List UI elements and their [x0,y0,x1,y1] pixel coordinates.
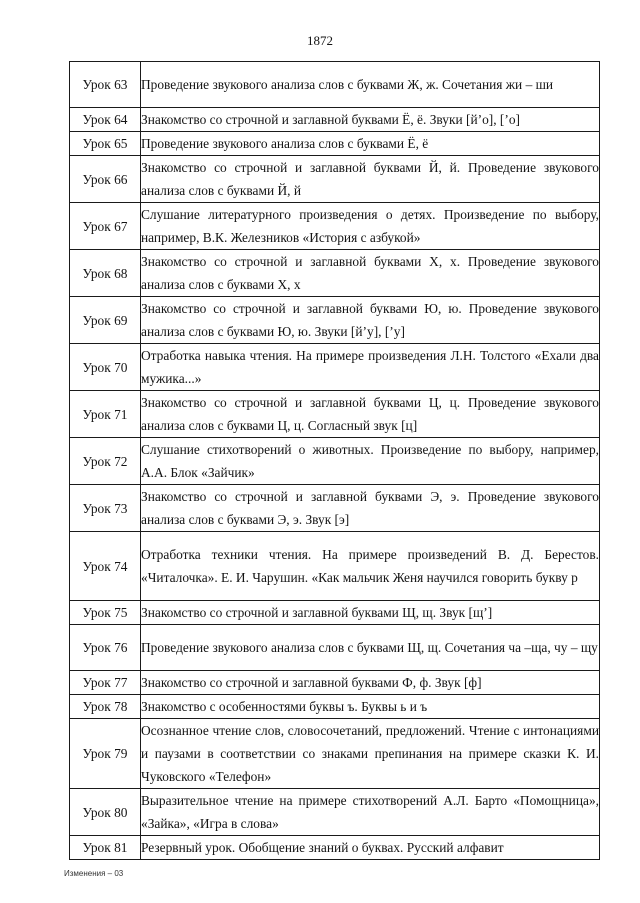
lesson-number-cell: Урок 66 [70,156,141,203]
page-number: 1872 [307,33,333,48]
lesson-number-cell: Урок 64 [70,108,141,132]
lesson-number-cell: Урок 73 [70,485,141,532]
lesson-topic-cell: Знакомство со строчной и заглавной буквами Й, й. Проведение звукового анализа слов с буквами Й, й [141,156,600,203]
lesson-number-cell: Урок 72 [70,438,141,485]
lesson-number-cell: Урок 68 [70,250,141,297]
lesson-topic-cell: Проведение звукового анализа слов с буквами Щ, щ. Сочетания ча –ща, чу – щу [141,625,600,671]
table-row [70,532,600,601]
table-row [70,438,600,485]
lesson-topic-cell: Слушание стихотворений о животных. Произведение по выбору, например, А.А. Блок «Зайчик» [141,438,600,485]
lesson-number-cell: Урок 71 [70,391,141,438]
table-row [70,156,600,203]
lesson-topic-cell: Знакомство со строчной и заглавной буквами Э, э. Проведение звукового анализа слов с буквами Э, э. Звук [э] [141,485,600,532]
table-row [70,132,600,156]
lesson-topic-cell: Отработка навыка чтения. На примере произведения Л.Н. Толстого «Ехали два мужика...» [141,344,600,391]
lesson-topic-cell: Резервный урок. Обобщение знаний о буквах. Русский алфавит [141,836,600,860]
table-row [70,297,600,344]
table-row [70,108,600,132]
table-row [70,695,600,719]
lessons-table-body [70,62,600,860]
table-row [70,62,600,108]
lesson-topic-cell: Проведение звукового анализа слов с буквами Ж, ж. Сочетания жи – ши [141,62,600,108]
table-row [70,719,600,789]
lesson-number-cell: Урок 63 [70,62,141,108]
lesson-number-cell: Урок 75 [70,601,141,625]
lessons-table [69,61,600,860]
table-row [70,601,600,625]
lesson-topic-cell: Знакомство со строчной и заглавной буквами Ё, ё. Звуки [й’о], [’о] [141,108,600,132]
table-row [70,836,600,860]
table-row [70,250,600,297]
lesson-number-cell: Урок 80 [70,789,141,836]
lesson-topic-cell: Отработка техники чтения. На примере произведений В. Д. Берестов. «Читалочка». Е. И. Чарушин. «Как мальчик Женя научился говорить букву р [141,532,600,601]
table-row [70,344,600,391]
table-row [70,391,600,438]
lesson-number-cell: Урок 79 [70,719,141,789]
table-row [70,671,600,695]
table-row [70,203,600,250]
table-row [70,625,600,671]
lesson-number-cell: Урок 67 [70,203,141,250]
lesson-topic-cell: Выразительное чтение на примере стихотворений А.Л. Барто «Помощница», «Зайка», «Игра в слова» [141,789,600,836]
lesson-number-cell: Урок 70 [70,344,141,391]
lesson-number-cell: Урок 77 [70,671,141,695]
lesson-topic-cell: Осознанное чтение слов, словосочетаний, предложений. Чтение с интонациями и паузами в соответствии со знаками препинания на примере сказки К. И. Чуковского «Телефон» [141,719,600,789]
lesson-topic-cell: Знакомство со строчной и заглавной буквами Щ, щ. Звук [щ’] [141,601,600,625]
lesson-topic-cell: Знакомство со строчной и заглавной буквами Х, х. Проведение звукового анализа слов с буквами Х, х [141,250,600,297]
lesson-topic-cell: Проведение звукового анализа слов с буквами Ё, ё [141,132,600,156]
lesson-topic-cell: Знакомство со строчной и заглавной буквами Ц, ц. Проведение звукового анализа слов с буквами Ц, ц. Согласный звук [ц] [141,391,600,438]
lesson-number-cell: Урок 76 [70,625,141,671]
lesson-number-cell: Урок 69 [70,297,141,344]
footer-revision: Изменения – 03 [64,869,124,878]
lesson-number-cell: Урок 81 [70,836,141,860]
table-row [70,789,600,836]
lesson-number-cell: Урок 74 [70,532,141,601]
lesson-topic-cell: Знакомство со строчной и заглавной буквами Ф, ф. Звук [ф] [141,671,600,695]
lesson-number-cell: Урок 78 [70,695,141,719]
lesson-number-cell: Урок 65 [70,132,141,156]
table-row [70,485,600,532]
lesson-topic-cell: Знакомство со строчной и заглавной буквами Ю, ю. Проведение звукового анализа слов с буквами Ю, ю. Звуки [й’у], [’у] [141,297,600,344]
lesson-topic-cell: Слушание литературного произведения о детях. Произведение по выбору, например, В.К. Железников «История с азбукой» [141,203,600,250]
lesson-topic-cell: Знакомство с особенностями буквы ъ. Буквы ь и ъ [141,695,600,719]
